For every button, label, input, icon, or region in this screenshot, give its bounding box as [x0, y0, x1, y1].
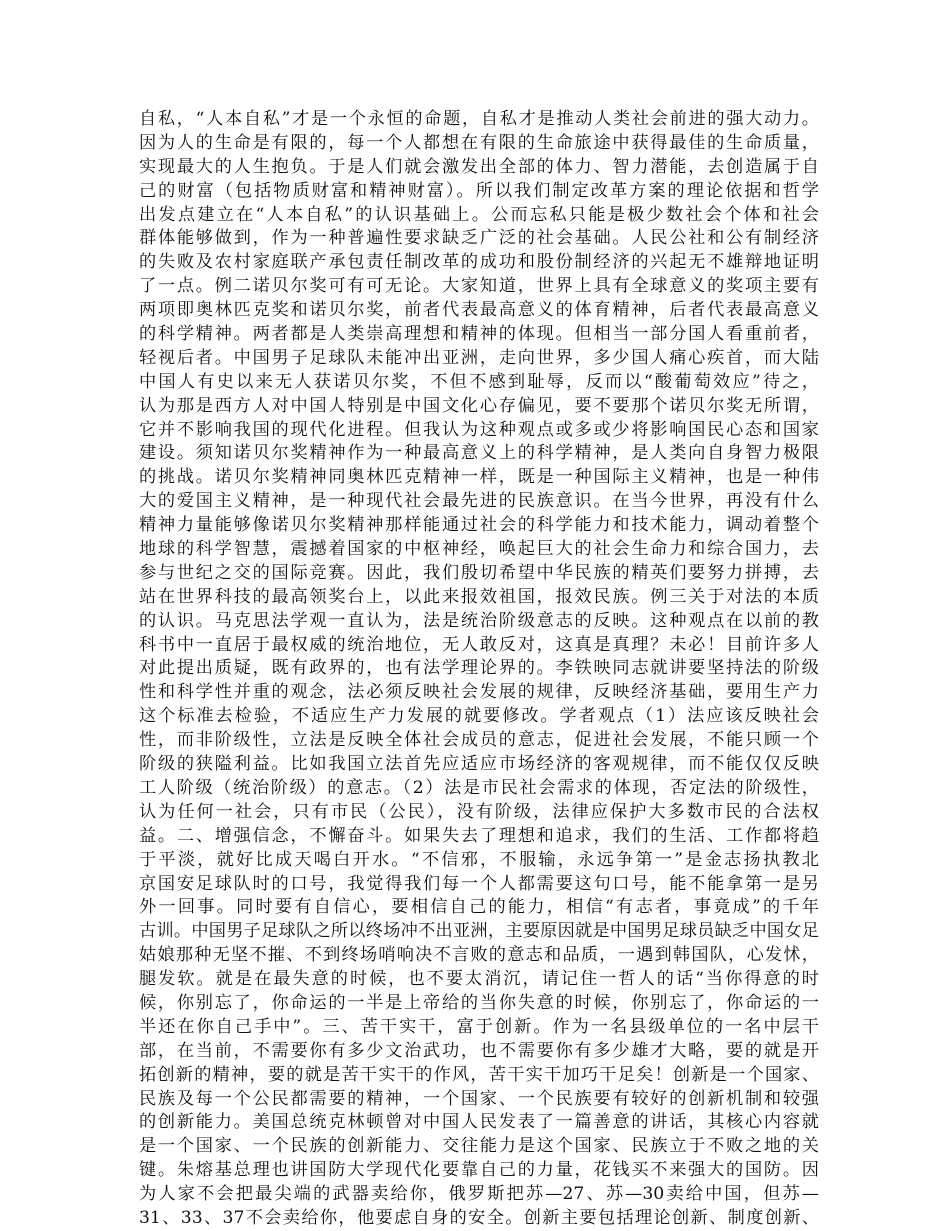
- text-line: 的科学精神。两者都是人类崇高理想和精神的体现。但相当一部分国人看重前者，: [139, 324, 819, 345]
- text-line: 腿发软。就是在最失意的时候，也不要太消沉，请记住一哲人的话“当你得意的时: [139, 969, 819, 990]
- text-line: 益。二、增强信念，不懈奋斗。如果失去了理想和追求，我们的生活、工作都将趋: [139, 825, 819, 846]
- text-line: 部，在当前，不需要你有多少文治武功，也不需要你有多少雄才大略，要的就是开: [139, 1040, 819, 1061]
- text-line: 了一点。例二诺贝尔奖可有可无论。大家知道，世界上具有全球意义的奖项主要有: [139, 276, 819, 297]
- text-line: 候，你别忘了，你命运的一半是上帝给的当你失意的时候，你别忘了，你命运的一: [139, 992, 819, 1013]
- text-line: 性，而非阶级性，立法是反映全体社会成员的意志，促进社会发展，不能只顾一个: [139, 730, 819, 751]
- text-line: 大的爱国主义精神，是一种现代社会最先进的民族意识。在当今世界，再没有什么: [139, 491, 819, 512]
- text-line: 31、33、37不会卖给你，他要虑自身的安全。创新主要包括理论创新、制度创新、: [139, 1207, 819, 1228]
- text-line: 性和科学性并重的观念，法必须反映社会发展的规律，反映经济基础，要用生产力: [139, 682, 819, 703]
- text-line: 的认识。马克思法学观一直认为，法是统治阶级意志的反映。这种观点在以前的教: [139, 610, 819, 631]
- text-line: 半还在你自己手中”。三、苦干实干，富于创新。作为一名县级单位的一名中层干: [139, 1016, 819, 1037]
- text-line: 工人阶级（统治阶级）的意志。（2）法是市民社会需求的体现，否定法的阶级性，: [139, 777, 819, 798]
- text-line: 拓创新的精神，要的就是苦干实干的作风，苦干实干加巧干足矣！创新是一个国家、: [139, 1064, 819, 1085]
- text-line: 精神力量能够像诺贝尔奖精神那样能通过社会的科学能力和技术能力，调动着整个: [139, 515, 819, 536]
- text-line: 地球的科学智慧，震撼着国家的中枢神经，唤起巨大的社会生命力和综合国力，去: [139, 539, 819, 560]
- text-line: 这个标准去检验，不适应生产力发展的就要修改。学者观点（1）法应该反映社会: [139, 706, 819, 727]
- text-line: 认为那是西方人对中国人特别是中国文化心存偏见，要不要那个诺贝尔奖无所谓，: [139, 395, 819, 416]
- text-line: 对此提出质疑，既有政界的，也有法学理论界的。李铁映同志就讲要坚持法的阶级: [139, 658, 819, 679]
- text-line: 己的财富（包括物质财富和精神财富）。所以我们制定改革方案的理论依据和哲学: [139, 180, 819, 201]
- text-line: 群体能够做到，作为一种普遍性要求缺乏广泛的社会基础。人民公社和公有制经济: [139, 228, 819, 249]
- text-line: 的创新能力。美国总统克林顿曾对中国人民发表了一篇善意的讲话，其核心内容就: [139, 1112, 819, 1133]
- text-line: 的失败及农村家庭联产承包责任制改革的成功和股份制经济的兴起无不雄辩地证明: [139, 252, 819, 273]
- text-line: 为人家不会把最尖端的武器卖给你，俄罗斯把苏—27、苏—30卖给中国，但苏—: [139, 1184, 819, 1205]
- text-line: 轻视后者。中国男子足球队未能冲出亚洲，走向世界，多少国人痛心疾首，而大陆: [139, 347, 819, 368]
- text-line: 姑娘那种无坚不摧、不到终场哨响决不言败的意志和品质，一遇到韩国队，心发怵，: [139, 945, 819, 966]
- text-line: 因为人的生命是有限的，每一个人都想在有限的生命旅途中获得最佳的生命质量，: [139, 132, 819, 153]
- text-line: 的挑战。诺贝尔奖精神同奥林匹克精神一样，既是一种国际主义精神，也是一种伟: [139, 467, 819, 488]
- text-line: 建设。须知诺贝尔奖精神作为一种最高意义上的科学精神，是人类向自身智力极限: [139, 443, 819, 464]
- text-line: 外一回事。同时要有自信心，要相信自己的能力，相信“有志者，事竟成”的千年: [139, 897, 819, 918]
- text-line: 站在世界科技的最高领奖台上，以此来报效祖国，报效民族。例三关于对法的本质: [139, 586, 819, 607]
- text-line: 于平淡，就好比成天喝白开水。“不信邪，不服输，永远争第一”是金志扬执教北: [139, 849, 819, 870]
- text-line: 认为任何一社会，只有市民（公民），没有阶级，法律应保护大多数市民的合法权: [139, 801, 819, 822]
- text-line: 中国人有史以来无人获诺贝尔奖，不但不感到耻辱，反而以“酸葡萄效应”待之，: [139, 371, 819, 392]
- text-line: 自私，“人本自私”才是一个永恒的命题，自私才是推动人类社会前进的强大动力。: [139, 109, 819, 129]
- text-line: 参与世纪之交的国际竞赛。因此，我们殷切希望中华民族的精英们要努力拼搏，去: [139, 562, 819, 583]
- text-line: 出发点建立在“人本自私”的认识基础上。公而忘私只能是极少数社会个体和社会: [139, 204, 819, 225]
- text-line: 两项即奥林匹克奖和诺贝尔奖，前者代表最高意义的体育精神，后者代表最高意义: [139, 300, 819, 321]
- text-line: 民族及每一个公民都需要的精神，一个国家、一个民族要有较好的创新机制和较强: [139, 1088, 819, 1109]
- text-line: 是一个国家、一个民族的创新能力、交往能力是这个国家、民族立于不败之地的关: [139, 1136, 819, 1157]
- text-line: 键。朱熔基总理也讲国防大学现代化要靠自己的力量，花钱买不来强大的国防。因: [139, 1160, 819, 1181]
- text-line: 古训。中国男子足球队之所以终场冲不出亚洲，主要原因就是中国男足球员缺乏中国女足: [139, 921, 819, 942]
- text-line: 京国安足球队时的口号，我觉得我们每一个人都需要这句口号，能不能拿第一是另: [139, 873, 819, 894]
- text-line: 它并不影响我国的现代化进程。但我认为这种观点或多或少将影响国民心态和国家: [139, 419, 819, 440]
- text-line: 阶级的狭隘利益。比如我国立法首先应适应市场经济的客观规律，而不能仅仅反映: [139, 754, 819, 775]
- text-line: 实现最大的人生抱负。于是人们就会激发出全部的体力、智力潜能，去创造属于自: [139, 156, 819, 177]
- text-line: 科书中一直居于最权威的统治地位，无人敢反对，这真是真理？未必！目前许多人: [139, 634, 819, 655]
- body-text: [139, 108, 819, 1231]
